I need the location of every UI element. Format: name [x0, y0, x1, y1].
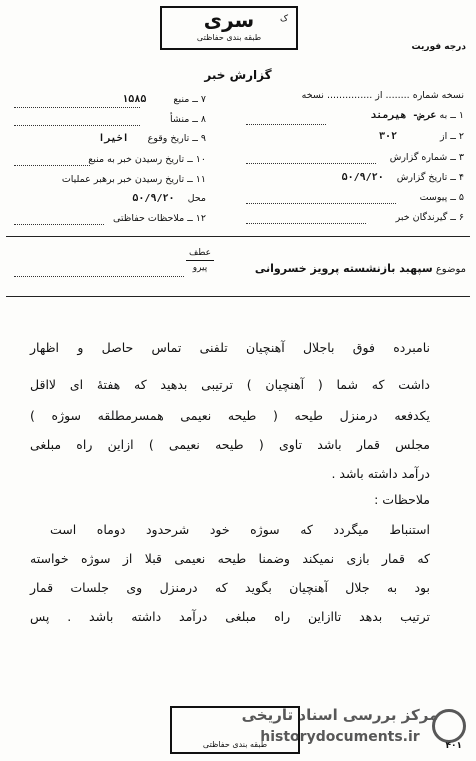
security-notes-field: ۱۲ ــ ملاحظات حفاظتی: [112, 213, 206, 224]
from-value: ۳۰۲: [378, 131, 398, 142]
source-value: ۱۵۸۵: [122, 94, 147, 105]
page-number: ۴۰۱: [445, 741, 462, 751]
to-value: عرض- هیرمند: [370, 110, 437, 121]
to-field: [370, 110, 464, 121]
subject-divider: [6, 296, 470, 297]
bottom-stamp-subtitle: طبقه بندی حفاظتی: [202, 740, 268, 749]
archive-logo-icon: [432, 709, 466, 743]
recipients-dotted-line: [246, 223, 366, 224]
body-line: مجلس قمار باشد تاوی ( طیحه نعیمی ) ازاین راه مبلغی: [30, 437, 430, 452]
watermark-title: مرکز بررسی اسناد تاریخی: [241, 706, 439, 724]
subject-dotted-line: [14, 276, 184, 277]
receipt-date-field: ۱۰ ــ تاریخ رسیدن خبر به منبع: [88, 154, 206, 165]
subject-value: سپهبد بازنشسته پرویز خسروانی: [254, 262, 433, 275]
report-number-field: ۳ ــ شماره گزارش: [389, 152, 464, 163]
source-dotted-line: [14, 107, 140, 108]
reference-divider: [186, 260, 214, 261]
attachment-dotted-line: [246, 203, 396, 204]
watermark-url: historydocuments.ir: [260, 729, 420, 745]
place-value: ۵۰/۹/۲۰: [132, 193, 175, 204]
to-dotted-line: [246, 124, 326, 125]
classification-stamp-title: سری: [203, 8, 255, 32]
notes-line: استنباط میگردد که سوژه خود شرحدود دوماه است: [50, 522, 430, 537]
reference-box: [186, 248, 214, 273]
place-label: محل: [187, 193, 206, 204]
classification-stamp: [160, 6, 298, 50]
event-date-value: اخیرا: [98, 133, 129, 144]
origin-field: ۸ ــ منشأ: [169, 114, 206, 125]
body-line: نامبرده فوق باجلال آهنچیان تلفنی تماس حاصل و اظهار: [30, 340, 430, 355]
header-divider: [6, 236, 470, 237]
from-field: [379, 131, 464, 142]
report-date-field: [342, 172, 464, 183]
receipt-date-dotted-line: [14, 165, 90, 166]
event-date-label: ۹ ــ تاریخ وقوع: [147, 133, 206, 144]
source-label: ۷ ــ منبع: [173, 94, 206, 105]
event-date-field: [99, 133, 206, 144]
reference-bottom-label: پیرو: [192, 263, 208, 273]
from-label: ۲ ــ از: [440, 131, 464, 142]
body-line: یکدفعه درمنزل طیحه ( طیحه نعیمی همسرمطلقه سوژه ): [30, 408, 430, 423]
stamp-handwritten-mark: ک: [279, 14, 288, 24]
notes-line: بود به جلال آهنچیان بگوید که درمنزل وی جلسات قمار: [30, 580, 430, 595]
attachment-field: ۵ ــ پیوست: [419, 192, 464, 203]
body-line: داشت که شما ( آهنچیان ) ترتیبی بدهید که هفتهٔ ای لااقل: [30, 377, 430, 392]
origin-dotted-line: [14, 125, 140, 126]
security-notes-dotted-line: [14, 224, 104, 225]
body-line: درآمد داشته باشد .: [331, 466, 430, 481]
notes-line: که قمار بازی نمیکند وضمنا طیحه نعیمی قبلا از سوژه خواسته: [30, 551, 430, 566]
arrival-date-field: ۱۱ ــ تاریخ رسیدن خبر برهبر عملیات: [61, 174, 206, 185]
report-number-dotted-line: [246, 163, 376, 164]
notes-line: ترتیب بدهد تاازاین راه مبلغی درآمد داشته باشد . پس: [30, 609, 430, 624]
to-label: ۱ ــ به: [439, 110, 464, 121]
report-title: گزارش خبر: [204, 68, 272, 82]
subject-line: [255, 262, 466, 275]
report-date-value: ۵۰/۹/۲۰: [341, 172, 384, 183]
recipients-field: ۶ ــ گیرندگان خبر: [395, 212, 464, 223]
copy-number-field: نسخه شماره ........ از ............... نسخه: [301, 90, 464, 101]
source-field: [122, 94, 206, 105]
place-field: [132, 193, 206, 204]
archive-watermark: [210, 703, 470, 753]
report-date-label: ۴ ــ تاریخ گزارش: [396, 172, 464, 183]
urgency-label: درجه فوریت: [411, 42, 466, 52]
reference-top-label: عطف: [188, 248, 212, 258]
notes-heading: ملاحظات :: [374, 492, 430, 507]
classification-stamp-subtitle: طبقه بندی حفاظتی: [196, 33, 262, 42]
subject-label: موضوع: [435, 264, 466, 275]
